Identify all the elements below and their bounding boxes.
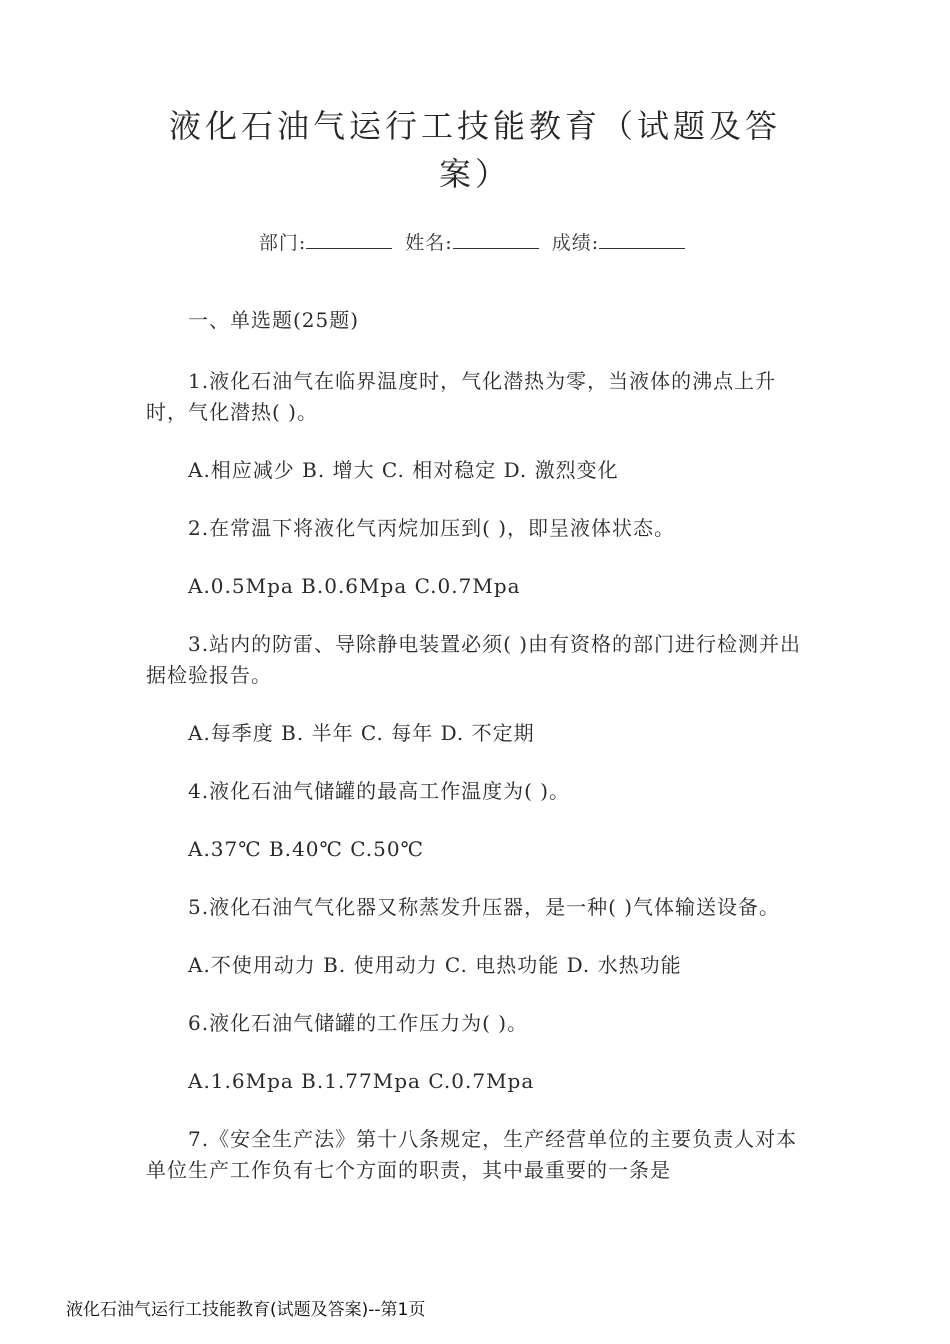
question-stem: 1.液化石油气在临界温度时，气化潜热为零，当液体的沸点上升时，气化潜热( )。 [146,369,777,424]
info-row [0,228,950,257]
title-line-2: 案） [438,155,511,193]
department-label: 部门: [258,232,307,254]
question-options: A.37℃ B.40℃ C.50℃ [188,837,424,861]
section-heading: 一、单选题(25题) [188,308,360,332]
question-options: A.1.6Mpa B.1.77Mpa C.0.7Mpa [188,1069,535,1093]
score-blank [599,228,685,249]
question-options: A.相应减少 B. 增大 C. 相对稳定 D. 激烈变化 [188,458,619,482]
name-blank [453,228,539,249]
question-stem: 3.站内的防雷、导除静电装置必须( )由有资格的部门进行检测并出据检验报告。 [146,632,802,687]
score-label: 成绩: [551,232,600,254]
question-options: A.不使用动力 B. 使用动力 C. 电热功能 D. 水热功能 [188,953,682,977]
question-stem: 7.《安全生产法》第十八条规定，生产经营单位的主要负责人对本单位生产工作负有七个方面的职责，其中最重要的一条是 [146,1127,798,1182]
question-stem: 5.液化石油气气化器又称蒸发升压器，是一种( )气体输送设备。 [188,895,781,919]
document-body [146,305,804,1213]
question-stem: 2.在常温下将液化气丙烷加压到( )，即呈液体状态。 [188,516,676,540]
question-options: A.每季度 B. 半年 C. 每年 D. 不定期 [188,721,535,745]
question-stem: 4.液化石油气储罐的最高工作温度为( )。 [188,779,571,803]
question-stem: 6.液化石油气储罐的工作压力为( )。 [188,1011,529,1035]
department-blank [306,228,392,249]
name-label: 姓名: [405,232,453,254]
page-footer: 液化石油气运行工技能教育(试题及答案)--第1页 [66,1300,426,1320]
question-options: A.0.5Mpa B.0.6Mpa C.0.7Mpa [188,574,521,598]
title-line-1: 液化石油气运行工技能教育（试题及答 [168,107,781,145]
document-title [150,102,800,198]
